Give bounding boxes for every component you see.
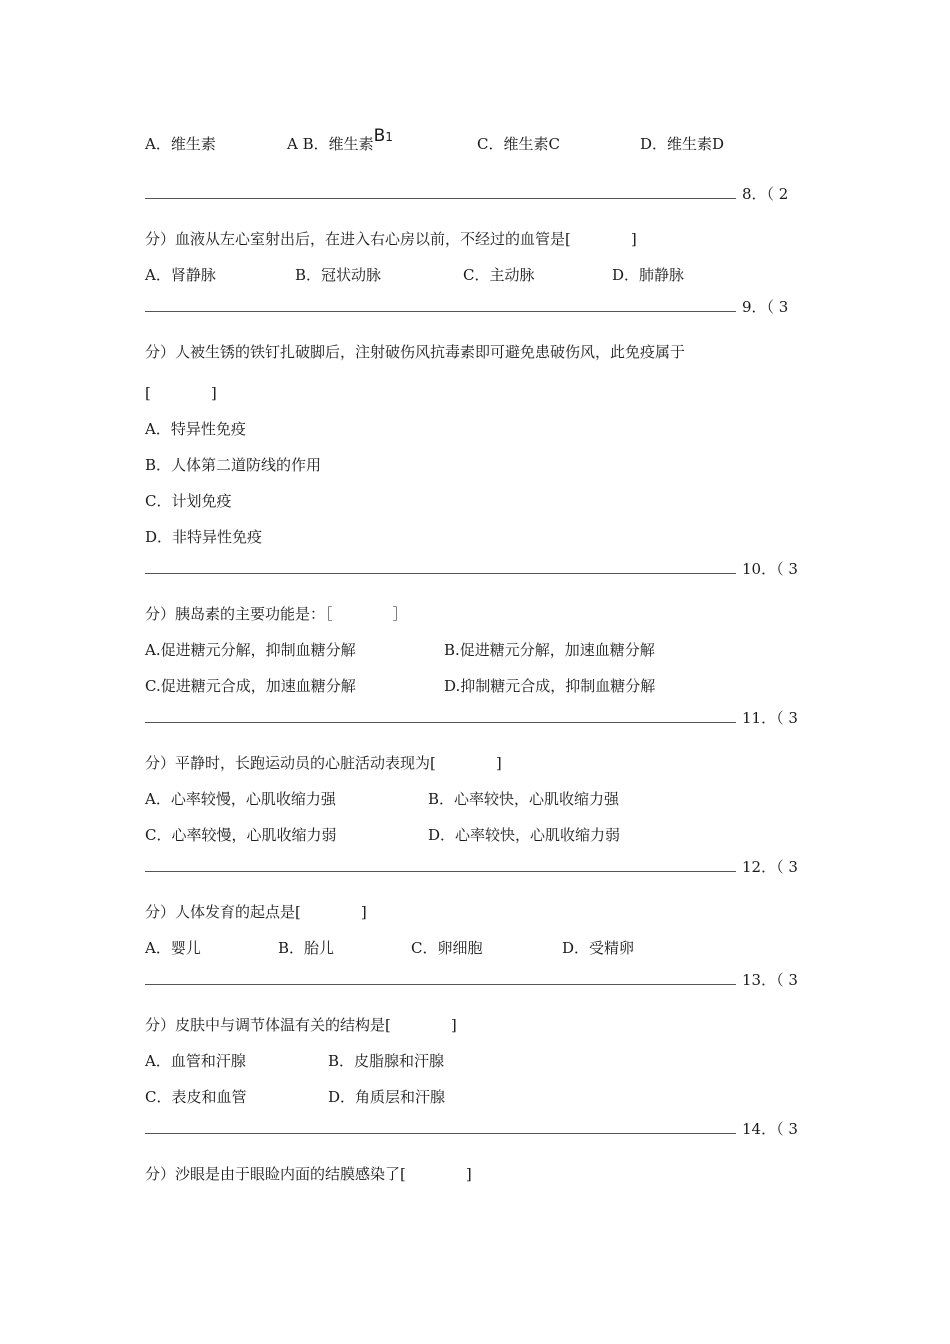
option-b: B．皮脂腺和汗腺 xyxy=(328,1052,445,1070)
option-d: D．非特异性免疫 xyxy=(145,528,263,546)
option-d: D．肺静脉 xyxy=(612,266,685,284)
option-a: A．血管和汗腺 xyxy=(145,1052,246,1070)
question-stem: 分）沙眼是由于眼睑内面的结膜感染了[ ] xyxy=(145,1165,472,1183)
question-stem: 分）平静时，长跑运动员的心脏活动表现为[ ] xyxy=(145,754,502,772)
question-number: 10．（ 3 xyxy=(742,560,798,578)
option-d: D．维生素D xyxy=(640,135,725,153)
option-b: B．胎儿 xyxy=(278,939,335,957)
question-stem: 分）人被生锈的铁钉扎破脚后，注射破伤风抗毒素即可避免患破伤风，此免疫属于 xyxy=(145,343,686,361)
option-c: C．心率较慢，心肌收缩力弱 xyxy=(145,826,337,844)
option-d: D．心率较快，心肌收缩力弱 xyxy=(428,826,621,844)
divider-line xyxy=(145,1133,736,1134)
option-a: A.促进糖元分解，抑制血糖分解 xyxy=(145,641,356,659)
option-c: C．主动脉 xyxy=(463,266,535,284)
option-c: C．卵细胞 xyxy=(411,939,483,957)
question-stem: 分）血液从左心室射出后，在进入右心房以前，不经过的血管是[ ] xyxy=(145,230,637,248)
option-c: C．维生素C xyxy=(477,135,560,153)
option-b: B．心率较快，心肌收缩力强 xyxy=(428,790,620,808)
divider-line xyxy=(145,722,736,723)
option-b-label: A B．维生素 xyxy=(287,135,374,153)
divider-line xyxy=(145,984,736,985)
question-number: 13．（ 3 xyxy=(742,971,798,989)
question-stem: 分）胰岛素的主要功能是：［ ］ xyxy=(145,605,408,623)
divider-line xyxy=(145,573,736,574)
b1-symbol: B1 xyxy=(373,126,393,146)
option-c: C.促进糖元合成，加速血糖分解 xyxy=(145,677,356,695)
question-number: 8．（ 2 xyxy=(742,185,789,203)
option-b: B．人体第二道防线的作用 xyxy=(145,456,322,474)
question-number: 14．（ 3 xyxy=(742,1120,798,1138)
question-number: 9．（ 3 xyxy=(742,298,789,316)
option-d: D.抑制糖元合成，抑制血糖分解 xyxy=(444,677,656,695)
option-a: A．肾静脉 xyxy=(145,266,216,284)
question-stem: 分）皮肤中与调节体温有关的结构是[ ] xyxy=(145,1016,457,1034)
option-a: A．特异性免疫 xyxy=(145,420,246,438)
question-number: 11．（ 3 xyxy=(742,709,798,727)
option-b: B.促进糖元分解，加速血糖分解 xyxy=(444,641,655,659)
option-a: A．心率较慢，心肌收缩力强 xyxy=(145,790,336,808)
divider-line xyxy=(145,198,736,199)
divider-line xyxy=(145,311,736,312)
option-c: C．计划免疫 xyxy=(145,492,232,510)
option-a: A．婴儿 xyxy=(145,939,201,957)
question-stem-continued: [ ] xyxy=(145,384,217,402)
option-b: B．冠状动脉 xyxy=(295,266,382,284)
option-a: A．维生素 xyxy=(145,135,216,153)
question-number: 12．（ 3 xyxy=(742,858,798,876)
divider-line xyxy=(145,871,736,872)
question-stem: 分）人体发育的起点是[ ] xyxy=(145,903,367,921)
option-c: C．表皮和血管 xyxy=(145,1088,247,1106)
option-d: D．受精卵 xyxy=(562,939,635,957)
option-b xyxy=(287,126,393,155)
option-d: D．角质层和汗腺 xyxy=(328,1088,446,1106)
